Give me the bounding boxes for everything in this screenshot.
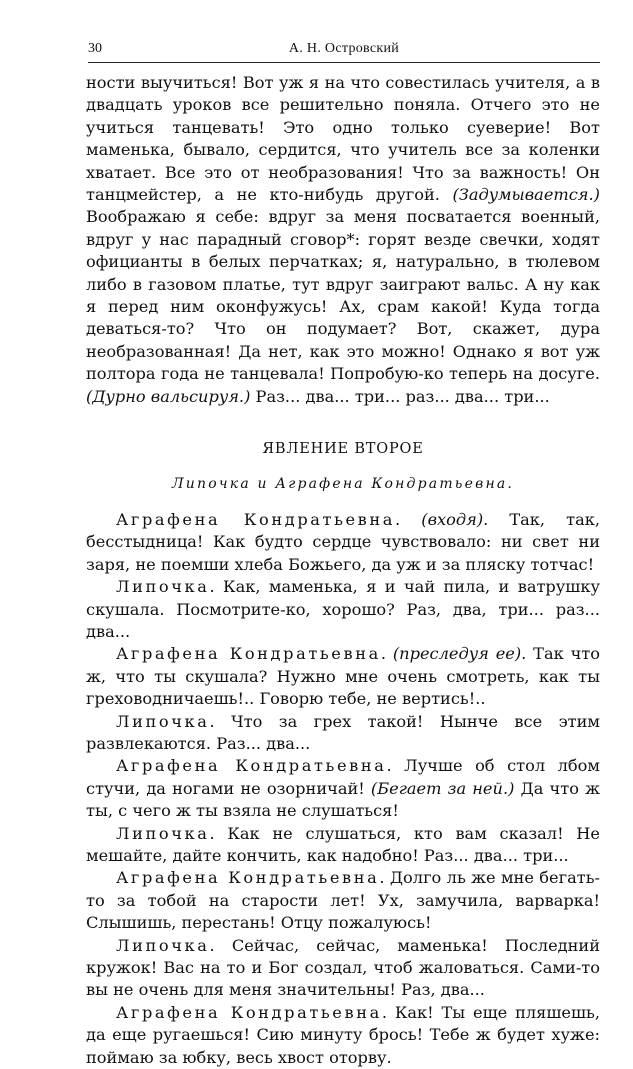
- dialogue-line: [86, 1002, 600, 1069]
- speech-punct: .: [380, 644, 393, 664]
- dialogue-line: [86, 935, 600, 1002]
- dialogue-line: [86, 823, 600, 868]
- speaker-name: Липочка: [116, 577, 210, 597]
- dialogue-line: [86, 576, 600, 643]
- speaker-name: Аграфена Кондратьевна: [116, 868, 380, 888]
- speech-punct: .: [209, 823, 215, 843]
- speech-text: Так, так, бесстыдница! Как будто сердце чувствовало: ни свет ни заря, не поемши хлеба Божьего, да уж и за пляску тотчас!: [86, 509, 600, 574]
- speech-punct: .: [209, 577, 215, 597]
- scene-persons: Липочка и Аграфена Кондратьевна.: [171, 475, 515, 492]
- opening-paragraph: [86, 72, 600, 408]
- speech-text: Лучше об стол лбом стучи, да ногами не озорничай!: [86, 756, 600, 798]
- speech-punct: .: [395, 509, 422, 529]
- opening-text-3: Раз... два... три... раз... два... три...: [250, 386, 550, 406]
- scene-title: ЯВЛЕНИЕ ВТОРОЕ: [262, 441, 424, 458]
- dialogue-line: [86, 643, 600, 710]
- speech-text: Что за грех такой! Нынче все этим развлекаются. Раз... два...: [86, 711, 600, 753]
- stage-direction: (Задумывается.): [452, 185, 600, 205]
- speech-punct: .: [209, 711, 215, 731]
- speech-text: Так что ж, что ты скушала? Нужно мне очень смотреть, как ты греховодничаешь!.. Говорю тебе, не вертись!..: [86, 644, 600, 709]
- speaker-name: Липочка: [116, 711, 210, 731]
- speech-punct: .: [381, 1002, 387, 1022]
- opening-text-2: Воображаю я себе: вдруг за меня посватается военный, вдруг у нас парадный сговор*: горят везде свечки, ходят официанты в белых перчатках; я, натурально, в тюлевом либо в газовом платье, тут вдруг заиграют вальс. А ну как я перед ним оконфужусь! Ах, срам какой! Куда тогда деваться-то? Что он подумает? Вот, скажет, дура необразованная! Да нет, как это можно! Однако я вот уж полтора года не танцевала! Попробую-ко теперь на досуге.: [86, 207, 600, 384]
- speech-punct: .: [379, 868, 385, 888]
- page-header: [88, 38, 600, 63]
- stage-direction: (преследуя ее).: [392, 644, 527, 664]
- speech-punct: .: [386, 756, 392, 776]
- speech-text: Сейчас, сейчас, маменька! Последний кружок! Вас на то и Бог создал, чтоб жаловаться. Сами-то вы не очень для меня значительны! Раз, два...: [86, 935, 600, 1000]
- stage-direction: (Бегает за ней.): [370, 778, 515, 798]
- running-head: А. Н. Островский: [288, 41, 400, 56]
- dialogue: [86, 509, 600, 1069]
- speech-text: Как не слушаться, кто вам сказал! Не мешайте, дайте кончить, как надобно! Раз... два... три...: [86, 823, 600, 865]
- stage-direction: (входя).: [421, 509, 489, 529]
- speaker-name: Аграфена Кондратьевна: [116, 1002, 382, 1022]
- dialogue-line: [86, 711, 600, 756]
- speech-text: Как, маменька, я и чай пила, и ватрушку скушала. Посмотрите-ко, хорошо? Раз, два, три... раз... два...: [86, 577, 600, 641]
- dialogue-line: [86, 509, 600, 576]
- speaker-name: Аграфена Кондратьевна: [116, 756, 387, 776]
- speech-punct: .: [209, 935, 215, 955]
- speaker-name: Аграфена Кондратьевна: [116, 509, 396, 529]
- opening-text-1: ности выучиться! Вот уж я на что совестилась учителя, а в двадцать уроков все решительно поняла. Отчего это не учиться танцевать! Это одно только суеверие! Вот маменька, бывало, сердится, что учитель все за коленки хватает. Все это от необразования! Что за важность! Он танцмейстер, а не кто-нибудь другой.: [86, 73, 600, 205]
- speech-text: Как! Ты еще пляшешь, да еще ругаешься! Сию минуту брось! Тебе ж будет хуже: поймаю за юбку, весь хвост оторву.: [86, 1002, 600, 1067]
- speaker-name: Липочка: [116, 935, 210, 955]
- speech-text: Долго ль же мне бегать-то за тобой на старости лет! Ух, замучила, варварка! Слышишь, перестань! Отцу пожалуюсь!: [86, 868, 600, 933]
- speech-text: Да что ж ты, с чего ж ты взяла не слушаться!: [86, 778, 600, 821]
- page-number: 30: [88, 41, 102, 56]
- dialogue-line: [86, 755, 600, 822]
- dialogue-line: [86, 867, 600, 934]
- stage-direction: (Дурно вальсируя.): [86, 386, 251, 406]
- speaker-name: Аграфена Кондратьевна: [116, 644, 381, 664]
- speaker-name: Липочка: [116, 823, 210, 843]
- page-body: [86, 72, 600, 1069]
